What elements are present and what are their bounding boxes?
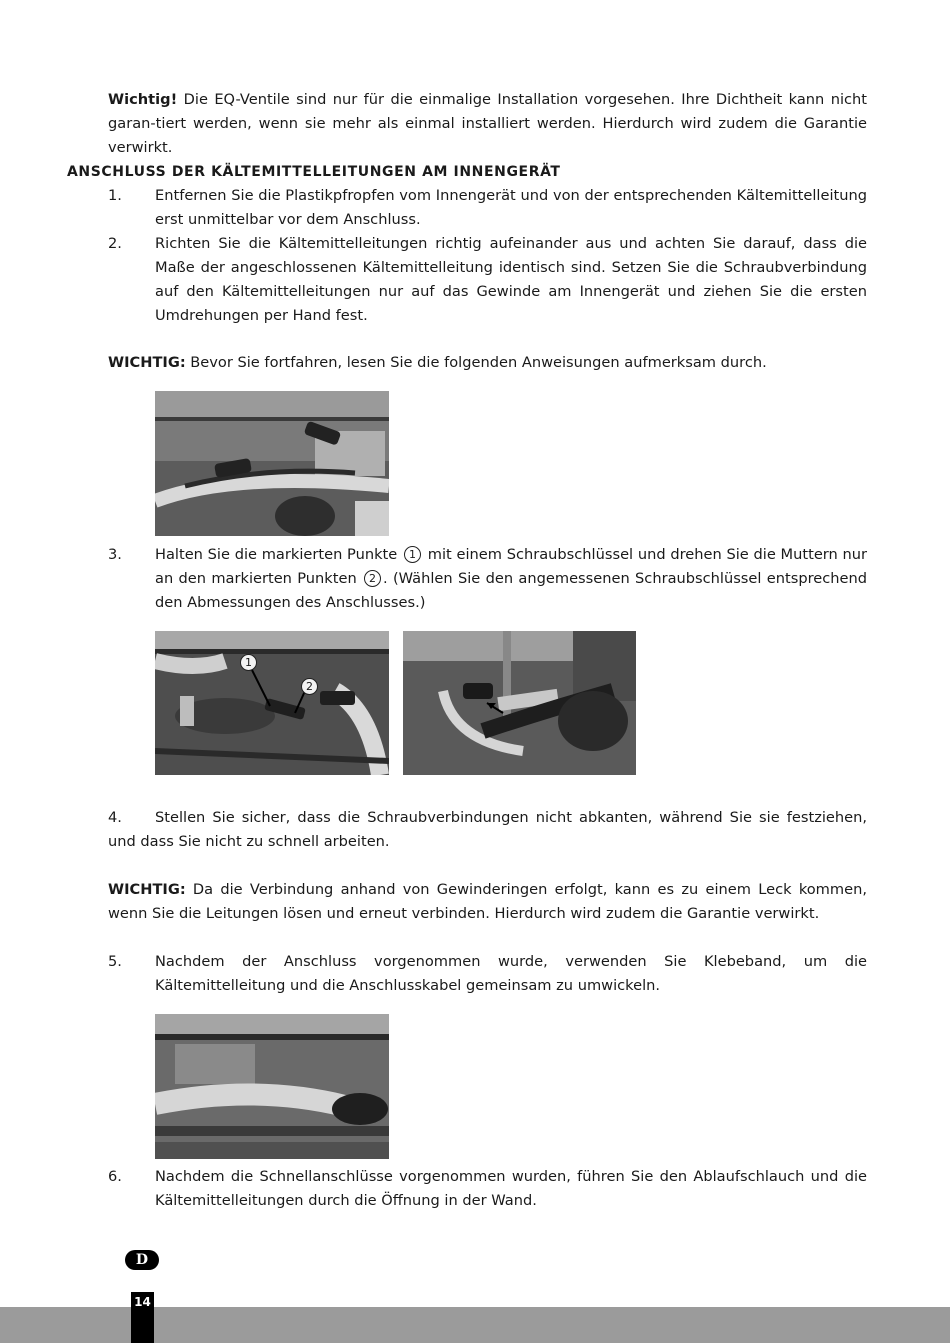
step-text: Nachdem der Anschluss vorgenommen wurde, verwenden Sie Klebeband, um die Kältemittelleitung und die Anschlusskabel gemeinsam zu umwickeln.: [155, 953, 867, 994]
step-text: Entfernen Sie die Plastikpfropfen vom Innengerät und von der entsprechenden Kältemittelleitung erst unmittelbar vor dem Anschluss.: [155, 187, 867, 228]
warning-bold-label: WICHTIG:: [108, 354, 186, 371]
photo-marker-1-icon: [238, 651, 259, 675]
photo-tape-wrapping: [155, 1014, 389, 1159]
warning-paragraph: [108, 878, 867, 926]
page-number: 14: [131, 1292, 154, 1343]
step-number: 2.: [108, 235, 122, 252]
photo-marker-label: 1: [240, 654, 257, 671]
step-text: Nachdem die Schnellanschlüsse vorgenommen wurden, führen Sie den Ablaufschlauch und die Kältemittelleitungen durch die Öffnung in der Wand.: [155, 1168, 867, 1209]
step-number: 3.: [108, 546, 122, 563]
marker-2-icon: 2: [364, 570, 381, 587]
photo-marker-2-icon: [299, 675, 320, 699]
warning-text: Da die Verbindung anhand von Gewinderingen erfolgt, kann es zu einem Leck kommen, wenn Sie die Leitungen lösen und erneut verbinden. Hierdurch wird zudem die Garantie verwirkt.: [108, 881, 867, 922]
step-text-part: mit einem Schraubschlüssel und drehen Sie die Muttern nur an den markierten Punkten: [155, 546, 868, 587]
warning-paragraph: [108, 351, 867, 375]
photo-marked-points: [155, 631, 389, 775]
photo-marker-label: 2: [301, 678, 318, 695]
language-badge: D: [125, 1250, 159, 1270]
photo-pipe-connection: [155, 391, 389, 536]
intro-bold-label: Wichtig!: [108, 91, 178, 108]
intro-paragraph: [108, 88, 867, 160]
step-number: 1.: [108, 187, 122, 204]
step-text-part: . (Wählen Sie den angemessenen Schraubschlüssel entsprechend den Abmessungen des Anschlusses.): [155, 570, 868, 611]
marker-1-icon: 1: [404, 546, 421, 563]
step-number: 5.: [108, 953, 122, 970]
intro-text: Die EQ-Ventile sind nur für die einmalige Installation vorgesehen. Ihre Dichtheit kann nicht garan-tiert werden, wenn sie mehr als einmal installiert werden. Hierdurch wird zudem die Garantie verwirkt.: [108, 91, 867, 156]
step-text: Stellen Sie sicher, dass die Schraubverbindungen nicht abkanten, während Sie sie festziehen, und dass Sie nicht zu schnell arbeiten.: [108, 809, 867, 850]
step-text: [155, 543, 867, 615]
warning-text: Bevor Sie fortfahren, lesen Sie die folgenden Anweisungen aufmerksam durch.: [185, 354, 767, 371]
step-4-paragraph: [108, 806, 867, 854]
photo-wrench: [403, 631, 636, 775]
warning-bold-label: WICHTIG:: [108, 881, 186, 898]
step-text-part: Halten Sie die markierten Punkte: [155, 546, 398, 563]
step-number: 4.: [108, 809, 122, 826]
step-number: 6.: [108, 1168, 122, 1185]
step-text: Richten Sie die Kältemittelleitungen richtig aufeinander aus und achten Sie darauf, dass die Maße der angeschlossenen Kältemittelleitung identisch sind. Setzen Sie die Schraubverbindung auf den Kältemittelleitungen nur auf das Gewinde am Innengerät und ziehen Sie die ersten Umdrehungen per Hand fest.: [155, 235, 867, 324]
section-heading: ANSCHLUSS DER KÄLTEMITTELLEITUNGEN AM INNENGERÄT: [67, 164, 561, 180]
